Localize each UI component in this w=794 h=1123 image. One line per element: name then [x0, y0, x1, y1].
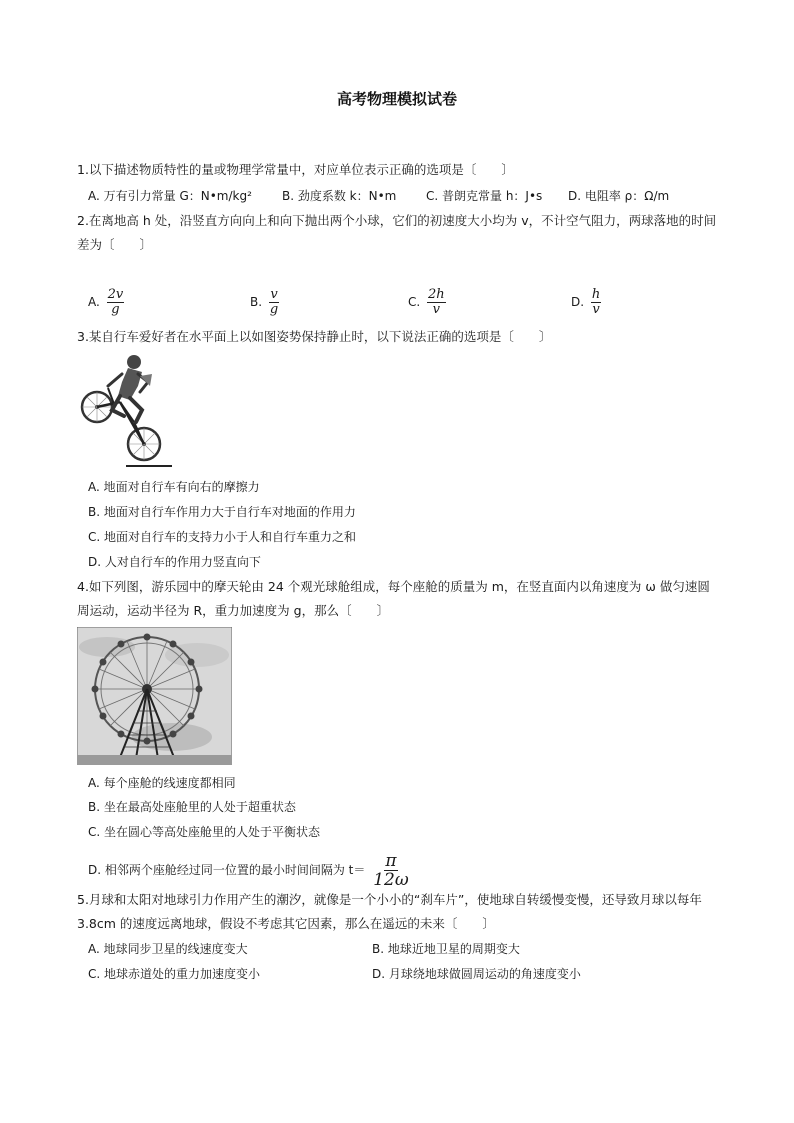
ferris-wheel-image	[77, 627, 232, 765]
question-5-option-a[interactable]: A. 地球同步卫星的线速度变大	[88, 942, 248, 956]
question-1-option-d[interactable]: D. 电阻率 ρ：Ω/m	[568, 189, 670, 203]
question-3-stem: 3.某自行车爱好者在水平面上以如图姿势保持静止时，以下说法正确的选项是〔 〕	[77, 329, 552, 344]
fraction	[372, 852, 410, 889]
question-5-option-d[interactable]: D. 月球绕地球做圆周运动的角速度变小	[372, 967, 581, 981]
question-4-option-a[interactable]: A. 每个座舱的线速度都相同	[88, 776, 236, 790]
question-1-option-b[interactable]: B. 劲度系数 k：N•m	[282, 189, 397, 203]
fraction-denominator: v	[432, 302, 441, 317]
question-5-stem: 5.月球和太阳对地球引力作用产生的潮汐，就像是一个小小的“刹车片”，使地球自转缓慢变慢，还导致月球以每年 3.8cm 的速度远离地球，假设不考虑其它因素，那么在遥远的未来〔 〕	[77, 892, 702, 931]
option-label: B.	[250, 295, 263, 309]
question-1-option-a[interactable]: A. 万有引力常量 G：N•m/kg²	[88, 189, 252, 203]
question-2-option-a[interactable]	[88, 288, 124, 317]
fraction-numerator: h	[591, 287, 601, 302]
question-2-stem: 2.在离地高 h 处，沿竖直方向向上和向下抛出两个小球，它们的初速度大小均为 v，不计空气阻力，两球落地的时间差为〔 〕	[77, 213, 717, 252]
question-3-option-d[interactable]: D. 人对自行车的作用力竖直向下	[88, 555, 261, 569]
option-d-text: D. 相邻两个座舱经过同一位置的最小时间间隔为 t＝	[88, 863, 366, 877]
question-4-option-b[interactable]: B. 坐在最高处座舱里的人处于超重状态	[88, 800, 296, 814]
question-5-option-b[interactable]: B. 地球近地卫星的周期变大	[372, 942, 520, 956]
fraction-denominator: v	[592, 302, 600, 317]
question-4-stem: 4.如下列图，游乐园中的摩天轮由 24 个观光球舱组成，每个座舱的质量为 m，在竖直面内以角速度为 ω 做匀速圆周运动，运动半径为 R，重力加速度为 g，那么〔 〕	[77, 579, 710, 618]
question-4-option-c[interactable]: C. 坐在圆心等高处座舱里的人处于平衡状态	[88, 825, 321, 839]
question-1-stem: 1.以下描述物质特性的量或物理学常量中，对应单位表示正确的选项是〔 〕	[77, 162, 514, 177]
fraction-numerator: 2v	[107, 287, 124, 302]
fraction-denominator: 12ω	[373, 870, 409, 890]
question-2-option-d[interactable]	[571, 288, 601, 317]
fraction	[427, 288, 446, 317]
question-3-option-c[interactable]: C. 地面对自行车的支持力小于人和自行车重力之和	[88, 530, 357, 544]
question-4-option-d[interactable]	[88, 852, 410, 889]
question-1-option-c[interactable]: C. 普朗克常量 h：J•s	[426, 189, 543, 203]
fraction-denominator: g	[111, 302, 120, 317]
question-2-option-b[interactable]	[250, 288, 279, 317]
question-5-option-c[interactable]: C. 地球赤道处的重力加速度变小	[88, 967, 261, 981]
fraction	[269, 288, 279, 317]
fraction-numerator: v	[270, 287, 278, 302]
page-title: 高考物理模拟试卷	[336, 90, 457, 108]
option-label: D.	[571, 295, 585, 309]
bicycle-rider-image	[78, 352, 176, 470]
fraction-denominator: g	[269, 302, 279, 317]
question-3-option-b[interactable]: B. 地面对自行车作用力大于自行车对地面的作用力	[88, 505, 356, 519]
fraction	[107, 288, 125, 317]
question-3-option-a[interactable]: A. 地面对自行车有向右的摩擦力	[88, 480, 260, 494]
fraction	[591, 288, 601, 317]
question-2-option-c[interactable]	[408, 288, 446, 317]
fraction-numerator: 2h	[428, 287, 445, 302]
fraction-numerator: π	[385, 851, 397, 871]
option-label: A.	[88, 295, 100, 309]
option-label: C.	[408, 295, 421, 309]
